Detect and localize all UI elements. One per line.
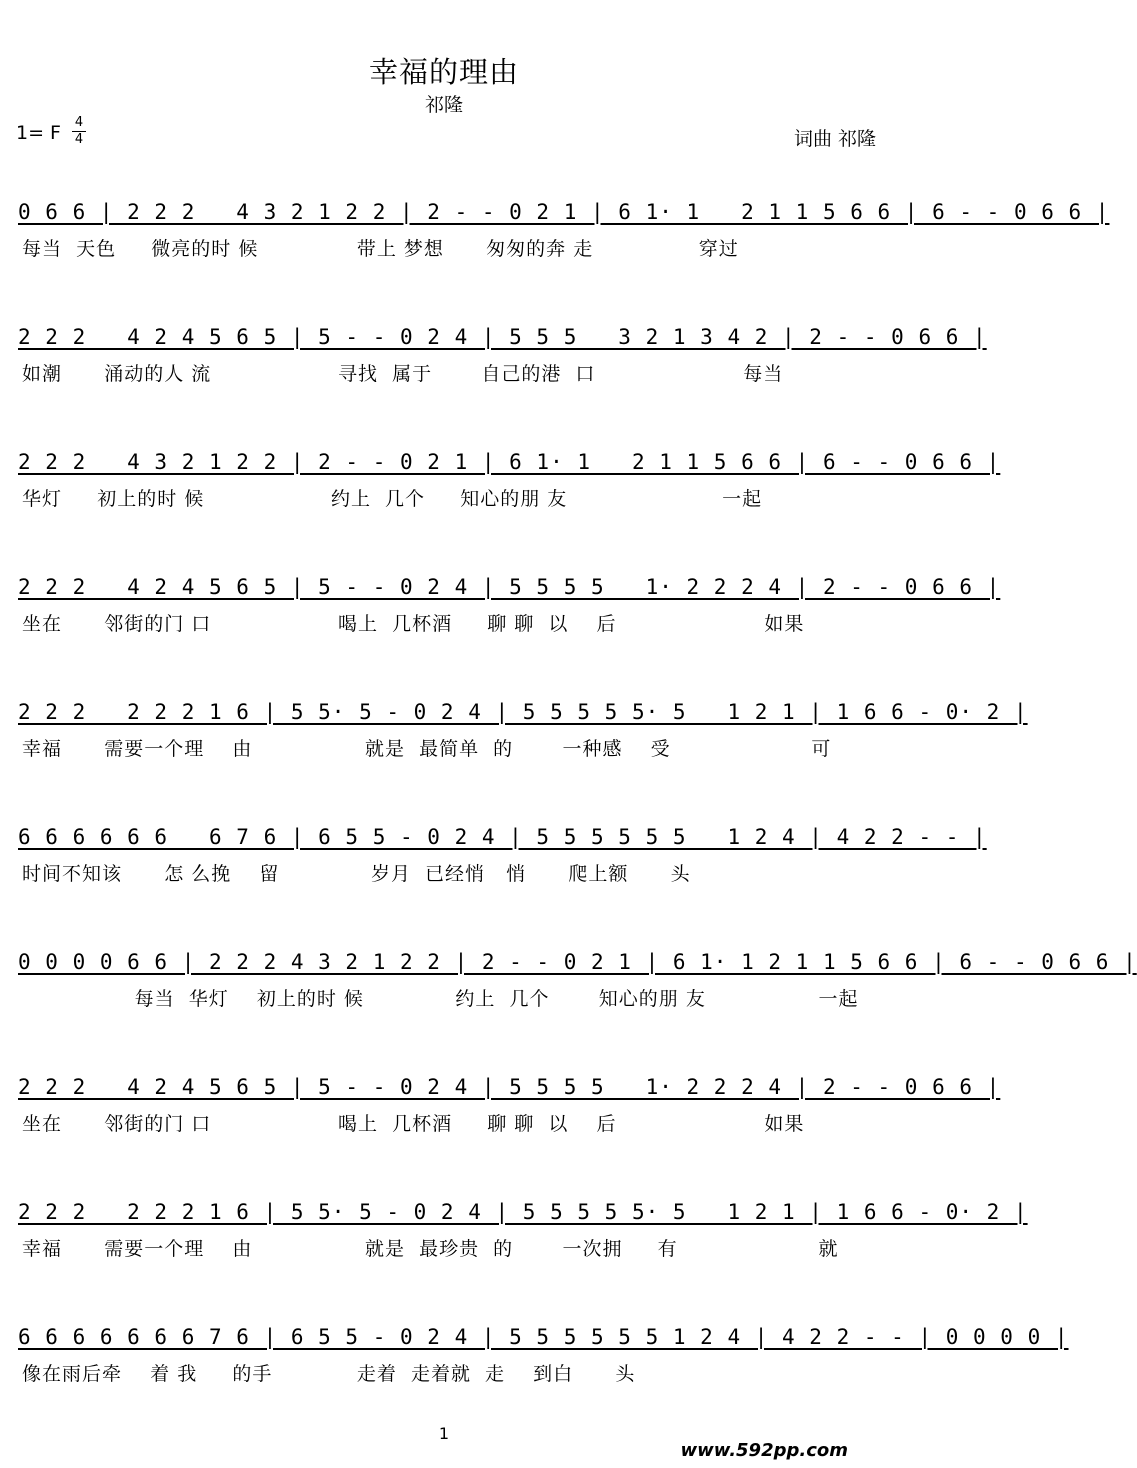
page-number: 1: [438, 1424, 450, 1443]
composer-credit: 词曲 祁隆: [793, 128, 876, 150]
score-row: [18, 1315, 1069, 1385]
lyrics-line: 幸福 需要一个理 由 就是 最简单 的 一种感 受 可: [22, 738, 832, 760]
lyrics-line: 每当 天色 微亮的时 候 带上 梦想 匆匆的奔 走 穿过: [22, 238, 739, 260]
notation-line: 6 6 6 6 6 6 6 7 6 | 6 5 5 - 0 2 4 | 5 5 5 5 5 5 1 2 4 | 4 2 2 - - |: [18, 825, 987, 849]
score-row: [18, 565, 1001, 635]
score-row: [18, 1065, 1001, 1135]
notation-line: 2 2 2 4 2 4 5 6 5 | 5 - - 0 2 4 | 5 5 5 5 1· 2 2 2 4 | 2 - - 0 6 6 |: [18, 1075, 1001, 1099]
notation-line: 2 2 2 4 3 2 1 2 2 | 2 - - 0 2 1 | 6 1· 1 2 1 1 5 6 6 | 6 - - 0 6 6 |: [18, 450, 1001, 474]
lyrics-line: 时间不知该 怎 么挽 留 岁月 已经悄 悄 爬上额 头: [22, 863, 691, 885]
meter-bottom: 4: [74, 132, 84, 147]
score-row: [18, 315, 987, 385]
song-title: 幸福的理由: [368, 55, 519, 89]
notation-line: 2 2 2 2 2 2 1 6 | 5 5· 5 - 0 2 4 | 5 5 5 5 5· 5 1 2 1 | 1 6 6 - 0· 2 |: [18, 1200, 1028, 1224]
lyrics-line: 坐在 邻街的门 口 喝上 几杯酒 聊 聊 以 后 如果: [22, 613, 805, 635]
singer-name: 祁隆: [424, 94, 463, 116]
lyrics-line: 如潮 涌动的人 流 寻找 属于 自己的港 口 每当: [22, 363, 784, 385]
lyrics-line: 每当 华灯 初上的时 候 约上 几个 知心的朋 友 一起: [22, 988, 859, 1010]
key-signature: 1= F: [16, 122, 61, 144]
time-signature: [72, 116, 86, 147]
lyrics-line: 坐在 邻街的门 口 喝上 几杯酒 聊 聊 以 后 如果: [22, 1113, 805, 1135]
website-watermark: www.592pp.com: [680, 1440, 848, 1461]
score-row: [18, 440, 1001, 510]
lyrics-line: 华灯 初上的时 候 约上 几个 知心的朋 友 一起: [22, 488, 763, 510]
notation-line: 2 2 2 2 2 2 1 6 | 5 5· 5 - 0 2 4 | 5 5 5 5 5· 5 1 2 1 | 1 6 6 - 0· 2 |: [18, 700, 1028, 724]
score-row: [18, 1190, 1028, 1260]
score-row: [18, 940, 1137, 1010]
score-row: [18, 815, 987, 885]
notation-line: 6 6 6 6 6 6 6 7 6 | 6 5 5 - 0 2 4 | 5 5 5 5 5 5 1 2 4 | 4 2 2 - - | 0 0 0 0 |: [18, 1325, 1069, 1349]
notation-line: 0 6 6 | 2 2 2 4 3 2 1 2 2 | 2 - - 0 2 1 | 6 1· 1 2 1 1 5 6 6 | 6 - - 0 6 6 |: [18, 200, 1110, 224]
score-row: [18, 190, 1110, 260]
lyrics-line: 像在雨后牵 着 我 的手 走着 走着就 走 到白 头: [22, 1363, 636, 1385]
notation-line: 2 2 2 4 2 4 5 6 5 | 5 - - 0 2 4 | 5 5 5 3 2 1 3 4 2 | 2 - - 0 6 6 |: [18, 325, 987, 349]
lyrics-line: 幸福 需要一个理 由 就是 最珍贵 的 一次拥 有 就: [22, 1238, 839, 1260]
score-row: [18, 690, 1028, 760]
notation-line: 0 0 0 0 6 6 | 2 2 2 4 3 2 1 2 2 | 2 - - 0 2 1 | 6 1· 1 2 1 1 5 6 6 | 6 - - 0 6 6 |: [18, 950, 1137, 974]
notation-line: 2 2 2 4 2 4 5 6 5 | 5 - - 0 2 4 | 5 5 5 5 1· 2 2 2 4 | 2 - - 0 6 6 |: [18, 575, 1001, 599]
meter-top: 4: [74, 115, 84, 130]
